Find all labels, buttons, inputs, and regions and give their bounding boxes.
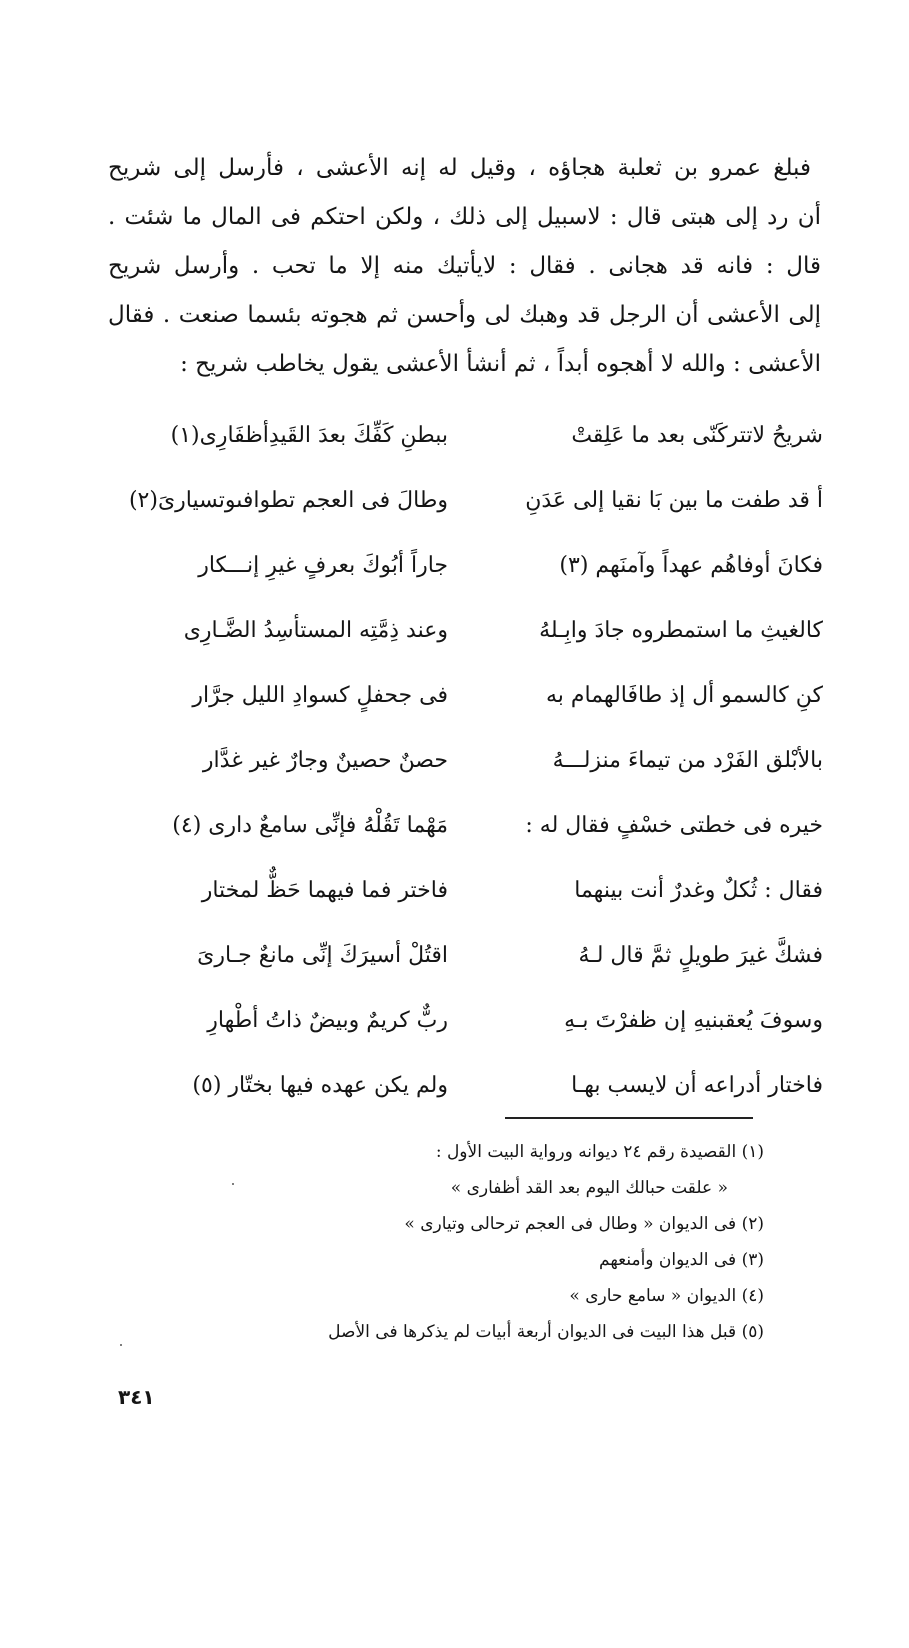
first-hemistich: كنِ كالسمو أل إذ طافَالهمام به	[545, 683, 823, 708]
first-hemistich: فقال : ثُكلٌ وغدرٌ أنت بينهما	[574, 878, 823, 903]
prose-line: فبلغ عمرو بن ثعلبة هجاؤه ، وقيل له إنه الأعشى ، فأرسل إلى شريح	[108, 155, 811, 181]
first-hemistich: أ قد طفت ما بين بَا نقيا إلى عَدَنِ	[525, 488, 823, 513]
verse-11	[100, 1053, 823, 1118]
second-hemistich: وعند ذِمَّتِه المستأسِدُ الضَّـارِى	[183, 618, 448, 643]
first-hemistich: فاختار أدراعه أن لايسب بهـا	[571, 1073, 823, 1098]
footnote-4: (٤) الديوان « سامع حارى »	[569, 1286, 764, 1306]
first-hemistich: فشكَّ غيرَ طويلٍ ثمَّ قال لـهُ	[578, 943, 823, 968]
verse-3	[100, 533, 823, 598]
prose-line: أن رد إلى هبتى قال : لاسبيل إلى ذلك ، ولكن احتكم فى المال ما شئت .	[108, 204, 821, 230]
second-hemistich: مَهْما تَقُلْهُ فإنِّى سامعٌ دارى (٤)	[172, 813, 448, 838]
second-hemistich: اقتُلْ أسيرَكَ إنِّى مانعٌ جـارىَ	[197, 943, 448, 968]
second-hemistich: ولم يكن عهده فيها بختّار (٥)	[192, 1073, 448, 1098]
verse-4	[100, 598, 823, 663]
first-hemistich: خيره فى خطتى خسْفٍ فقال له :	[525, 813, 823, 838]
verse-10	[100, 988, 823, 1053]
second-hemistich: ببطنِ كَفِّكَ بعدَ القَيدِأظفَارِى(١)	[170, 423, 448, 448]
footnote-divider	[505, 1117, 753, 1119]
second-hemistich: ربٌّ كريمٌ وبيضٌ ذاتُ أطْهارِ	[207, 1008, 448, 1033]
prose-line: الأعشى : والله لا أهجوه أبداً ، ثم أنشأ الأعشى يقول يخاطب شريح :	[180, 351, 821, 377]
first-hemistich: شريحُ لاتتركَنّى بعد ما عَلِقتْ	[571, 423, 823, 448]
verse-2	[100, 468, 823, 533]
scan-speck	[120, 1344, 122, 1346]
scan-speck	[232, 1183, 234, 1185]
verse-6	[100, 728, 823, 793]
first-hemistich: وسوفَ يُعقبنيهِ إن ظفرْتَ بـهِ	[564, 1008, 823, 1033]
second-hemistich: فاختر فما فيهما حَظٌّ لمختار	[201, 878, 448, 903]
footnote-3: (٣) فى الديوان وأمنعهم	[599, 1250, 764, 1270]
poem	[100, 403, 823, 1118]
first-hemistich: كالغيثِ ما استمطروه جادَ وابِـلهُ	[539, 618, 823, 643]
page-number: ٣٤١	[118, 1385, 155, 1409]
second-hemistich: حصنٌ حصينٌ وجارٌ غير غدَّار	[202, 748, 448, 773]
footnote-1: (١) القصيدة رقم ٢٤ ديوانه ورواية البيت الأول :	[435, 1142, 764, 1162]
second-hemistich: وطالَ فى العجم تطوافىوتسيارىَ(٢)	[128, 488, 448, 513]
prose-paragraph	[108, 144, 821, 389]
verse-7	[100, 793, 823, 858]
prose-line: إلى الأعشى أن الرجل قد وهبك لى وأحسن ثم هجوته بئسما صنعت . فقال	[108, 302, 821, 328]
verse-1	[100, 403, 823, 468]
first-hemistich: فكانَ أوفاهُم عهداً وآمنَهم (٣)	[559, 553, 823, 578]
footnotes	[164, 1134, 764, 1350]
footnote-5: (٥) قبل هذا البيت فى الديوان أربعة أبيات لم يذكرها فى الأصل	[328, 1322, 764, 1342]
verse-9	[100, 923, 823, 988]
first-hemistich: بالأبْلق الفَرْد من تيماءَ منزلـــهُ	[552, 748, 823, 773]
footnote-2: (٢) فى الديوان « وطال فى العجم ترحالى وتيارى »	[404, 1214, 764, 1234]
prose-line: قال : فانه قد هجانى . فقال : لايأتيك منه إلا ما تحب . وأرسل شريح	[108, 253, 821, 279]
second-hemistich: فى جحفلٍ كسوادِ الليل جرَّار	[192, 683, 448, 708]
verse-5	[100, 663, 823, 728]
footnote-1-quote: « علقت حبالك اليوم بعد القد أظفارى »	[450, 1178, 728, 1198]
verse-8	[100, 858, 823, 923]
second-hemistich: جاراً أبُوكَ بعرفٍ غيرِ إنـــكار	[198, 553, 448, 578]
